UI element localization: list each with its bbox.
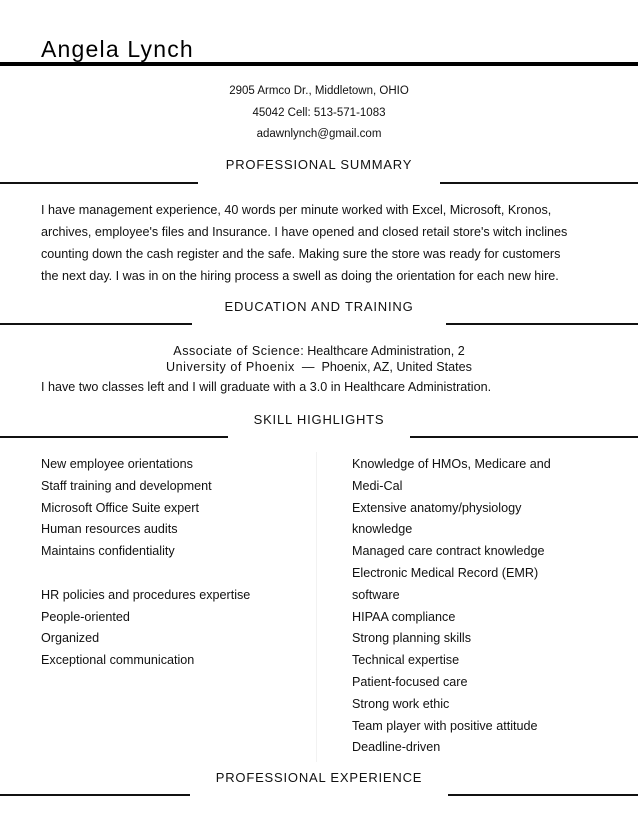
section-title-experience: PROFESSIONAL EXPERIENCE bbox=[215, 770, 423, 785]
summary-rule-right bbox=[440, 182, 638, 184]
experience-rule-left bbox=[0, 794, 190, 796]
skill-item bbox=[41, 563, 250, 585]
header-divider bbox=[0, 62, 638, 66]
skill-item: Extensive anatomy/physiology bbox=[352, 500, 522, 515]
skill-item: Knowledge of HMOs, Medicare and bbox=[352, 457, 551, 471]
candidate-name: Angela Lynch bbox=[41, 36, 194, 62]
education-note: I have two classes left and I will graduate with a 3.0 in Healthcare Administration. bbox=[41, 380, 492, 394]
skill-item: knowledge bbox=[352, 522, 413, 537]
degree-field: : Healthcare Administration, 2 bbox=[300, 344, 465, 358]
skill-item: Deadline-driven bbox=[352, 740, 441, 755]
degree-line bbox=[0, 344, 638, 358]
skill-item: software bbox=[352, 587, 400, 602]
section-title-skills: SKILL HIGHLIGHTS bbox=[253, 412, 385, 427]
skills-column-divider bbox=[316, 452, 317, 762]
skill-item: Human resources audits bbox=[41, 522, 178, 537]
summary-line: I have management experience, 40 words per minute worked with Excel, Microsoft, Kronos, bbox=[41, 203, 552, 217]
education-rule-left bbox=[0, 323, 192, 325]
skill-item: Strong planning skills bbox=[352, 631, 472, 646]
skill-item: Maintains confidentiality bbox=[41, 544, 175, 559]
skill-item: Staff training and development bbox=[41, 478, 212, 493]
skill-item: Electronic Medical Record (EMR) bbox=[352, 565, 539, 580]
experience-rule-right bbox=[448, 794, 638, 796]
section-title-education: EDUCATION AND TRAINING bbox=[224, 299, 414, 314]
skill-item: New employee orientations bbox=[41, 457, 193, 471]
skills-rule-left bbox=[0, 436, 228, 438]
skill-item: Patient-focused care bbox=[352, 674, 468, 689]
summary-text bbox=[41, 199, 601, 287]
skill-item: Strong work ethic bbox=[352, 696, 450, 711]
skill-item: Organized bbox=[41, 631, 100, 646]
skill-item: Medi-Cal bbox=[352, 478, 403, 493]
school-separator: — bbox=[301, 360, 315, 374]
contact-address: 2905 Armco Dr., Middletown, OHIO bbox=[229, 85, 409, 97]
skills-left-list bbox=[41, 454, 250, 672]
skill-item: HR policies and procedures expertise bbox=[41, 587, 251, 602]
summary-line: the next day. I was in on the hiring process a swell as doing the orientation for each new hire. bbox=[41, 269, 559, 283]
contact-zip-cell: 45042 Cell: 513-571-1083 bbox=[252, 107, 386, 119]
skill-item: Technical expertise bbox=[352, 653, 460, 668]
summary-rule-left bbox=[0, 182, 198, 184]
education-rule-right bbox=[446, 323, 638, 325]
contact-email: adawnlynch@gmail.com bbox=[256, 128, 382, 140]
skill-item: HIPAA compliance bbox=[352, 609, 456, 624]
degree-name: Associate of Science bbox=[173, 344, 301, 358]
skill-item: Team player with positive attitude bbox=[352, 718, 538, 733]
skill-item: Exceptional communication bbox=[41, 653, 195, 668]
school-location: Phoenix, AZ, United States bbox=[321, 360, 472, 374]
summary-line: archives, employee's files and Insurance. I have opened and closed retail store's witch inclines bbox=[41, 225, 568, 239]
skills-right-list bbox=[352, 454, 551, 759]
section-title-summary: PROFESSIONAL SUMMARY bbox=[225, 157, 413, 172]
skills-rule-right bbox=[410, 436, 638, 438]
summary-line: counting down the cash register and the safe. Making sure the store was ready for customers bbox=[41, 247, 561, 261]
skill-item: Microsoft Office Suite expert bbox=[41, 500, 199, 515]
school-name: University of Phoenix bbox=[166, 360, 295, 374]
skill-item: People-oriented bbox=[41, 609, 130, 624]
skill-item: Managed care contract knowledge bbox=[352, 544, 545, 559]
school-line bbox=[0, 360, 638, 374]
